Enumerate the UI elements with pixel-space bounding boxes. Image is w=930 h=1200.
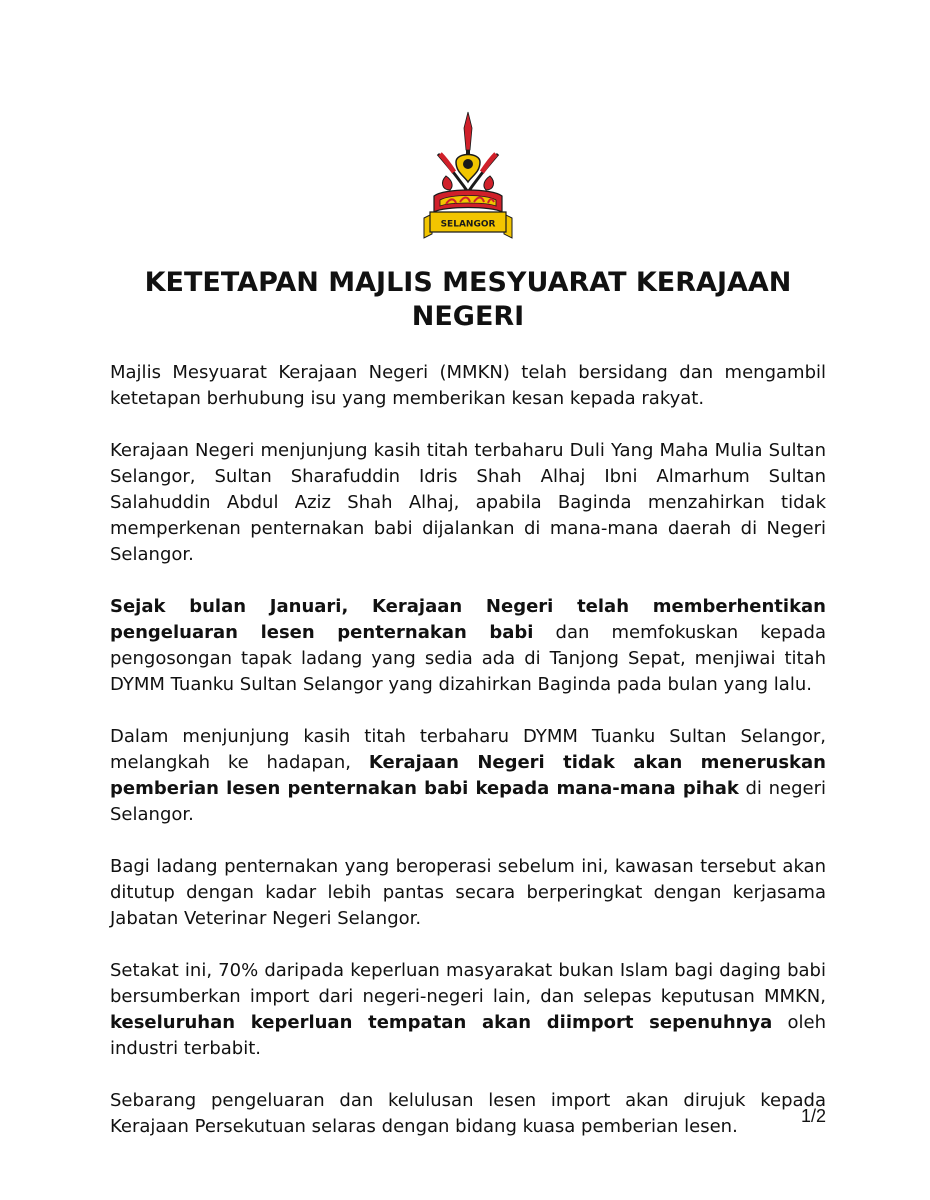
paragraph-bold-text: Sejak bulan Januari, Kerajaan Negeri telah memberhentikan pengeluaran lesen penternakan babi <box>110 596 826 643</box>
page-title: KETETAPAN MAJLIS MESYUARAT KERAJAAN NEGERI <box>144 267 792 332</box>
crest-banner-text: SELANGOR <box>440 219 496 230</box>
paragraph-1 <box>110 360 826 412</box>
paragraph-text: oleh industri terbabit. <box>110 1012 827 1059</box>
document-body <box>110 360 826 1166</box>
paragraph-text: Kerajaan Negeri menjunjung kasih titah terbaharu Duli Yang Maha Mulia Sultan Selangor, Sultan Sharafuddin Idris Shah Alhaj Ibni Almarhum Sultan Salahuddin Abdul Aziz Shah Alhaj, apabila Baginda menzahirkan tidak memperkenan penternakan babi dijalankan di mana-mana daerah di Negeri Selangor. <box>110 440 826 565</box>
paragraph-3 <box>110 594 826 698</box>
paragraph-7 <box>110 1088 826 1140</box>
paragraph-text: Sebarang pengeluaran dan kelulusan lesen import akan dirujuk kepada Kerajaan Persekutuan selaras dengan bidang kuasa pemberian lesen. <box>110 1090 826 1137</box>
paragraph-bold-text: Kerajaan Negeri tidak akan meneruskan pemberian lesen penternakan babi kepada mana-mana pihak <box>110 752 826 799</box>
paragraph-4 <box>110 724 826 828</box>
paragraph-6 <box>110 958 826 1062</box>
paragraph-text: Setakat ini, 70% daripada keperluan masyarakat bukan Islam bagi daging babi bersumberkan import dari negeri-negeri lain, dan selepas keputusan MMKN, <box>110 960 826 1007</box>
paragraph-text: Majlis Mesyuarat Kerajaan Negeri (MMKN) telah bersidang dan mengambil ketetapan berhubung isu yang memberikan kesan kepada rakyat. <box>110 362 826 409</box>
paragraph-text: Dalam menjunjung kasih titah terbaharu DYMM Tuanku Sultan Selangor, melangkah ke hadapan, <box>110 726 826 773</box>
paragraph-2 <box>110 438 826 568</box>
selangor-state-crest-icon <box>420 110 516 245</box>
paragraph-text: Bagi ladang penternakan yang beroperasi sebelum ini, kawasan tersebut akan ditutup dengan kadar lebih pantas secara berperingkat dengan kerjasama Jabatan Veterinar Negeri Selangor. <box>110 856 826 929</box>
paragraph-5 <box>110 854 826 932</box>
paragraph-text: dan memfokuskan kepada pengosongan tapak ladang yang sedia ada di Tanjong Sepat, menjiwai titah DYMM Tuanku Sultan Selangor yang dizahirkan Baginda pada bulan yang lalu. <box>110 622 826 695</box>
paragraph-bold-text: keseluruhan keperluan tempatan akan diimport sepenuhnya <box>110 1012 773 1033</box>
paragraph-text: di negeri Selangor. <box>110 778 826 825</box>
page-number: 1/2 <box>800 1106 826 1126</box>
